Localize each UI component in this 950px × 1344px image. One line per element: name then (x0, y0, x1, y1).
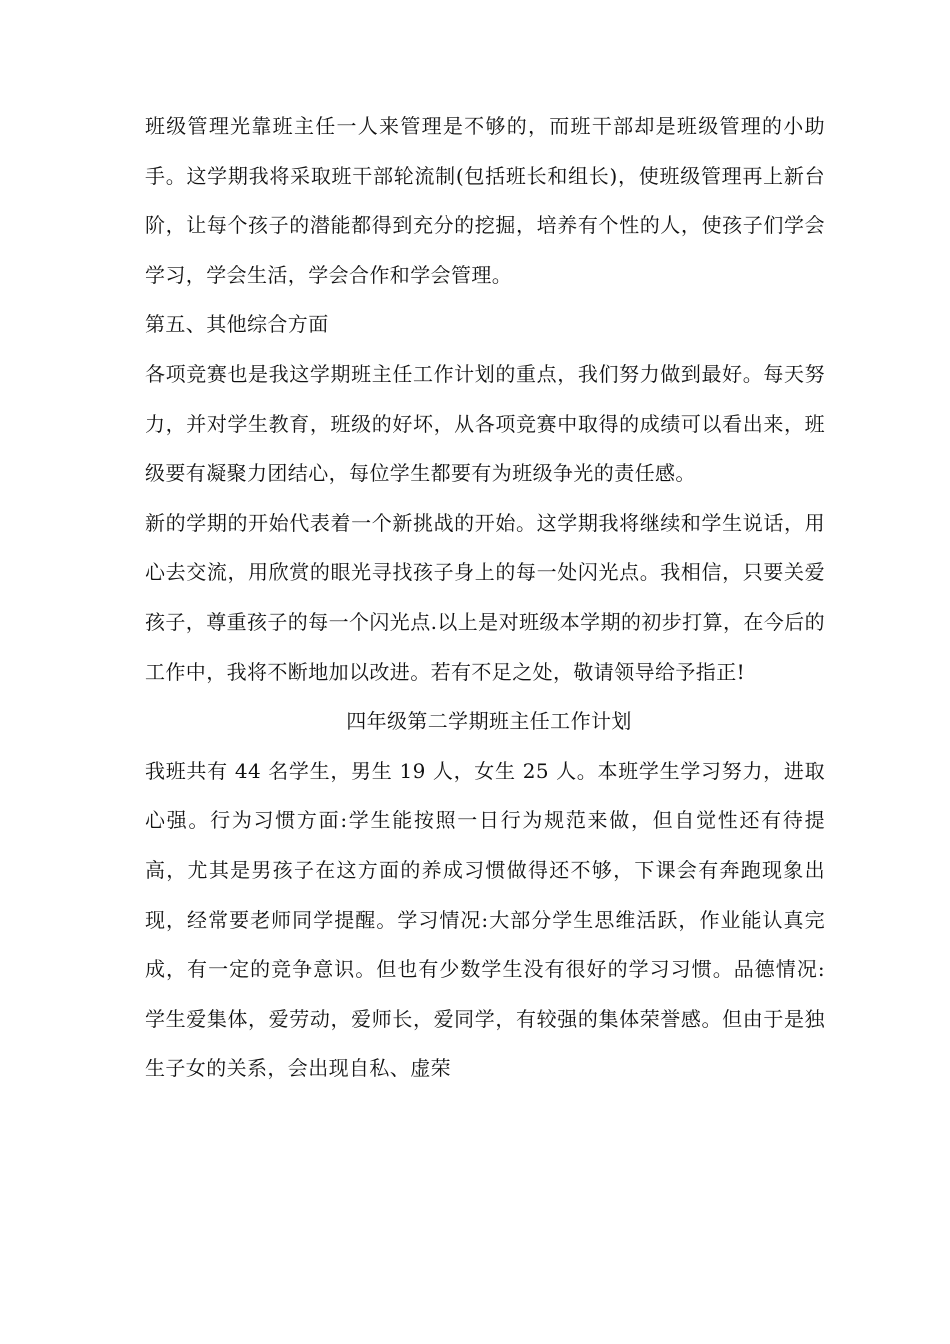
document-body (145, 102, 825, 1094)
paragraph-class-management: 班级管理光靠班主任一人来管理是不够的，而班干部却是班级管理的小助手。这学期我将采取班干部轮流制(包括班长和组长)，使班级管理再上新台阶，让每个孩子的潜能都得到充分的挖掘，培养有个性的人，使孩子们学会学习，学会生活，学会合作和学会管理。 (145, 114, 825, 287)
paragraph-competitions: 各项竞赛也是我这学期班主任工作计划的重点，我们努力做到最好。每天努力，并对学生教育，班级的好坏，从各项竞赛中取得的成绩可以看出来，班级要有凝聚力团结心，每位学生都要有为班级争光的责任感。 (145, 361, 825, 486)
paragraph-class-overview: 我班共有 44 名学生，男生 19 人，女生 25 人。本班学生学习努力，进取心强。行为习惯方面:学生能按照一日行为规范来做，但自觉性还有待提高，尤其是男孩子在这方面的养成习惯做得还不够，下课会有奔跑现象出现，经常要老师同学提醒。学习情况:大部分学生思维活跃，作业能认真完成，有一定的竞争意识。但也有少数学生没有很好的学习习惯。品德情况:学生爱集体，爱劳动，爱师长，爱同学，有较强的集体荣誉感。但由于是独生子女的关系，会出现自私、虚荣 (145, 758, 825, 1081)
document-title: 四年级第二学期班主任工作计划 (346, 709, 632, 734)
paragraph-new-semester: 新的学期的开始代表着一个新挑战的开始。这学期我将继续和学生说话，用心去交流，用欣赏的眼光寻找孩子身上的每一处闪光点。我相信，只要关爱孩子，尊重孩子的每一个闪光点.以上是对班级本学期的初步打算，在今后的工作中，我将不断地加以改进。若有不足之处，敬请领导给予指正! (145, 510, 825, 684)
section-heading-fifth: 第五、其他综合方面 (145, 312, 329, 337)
